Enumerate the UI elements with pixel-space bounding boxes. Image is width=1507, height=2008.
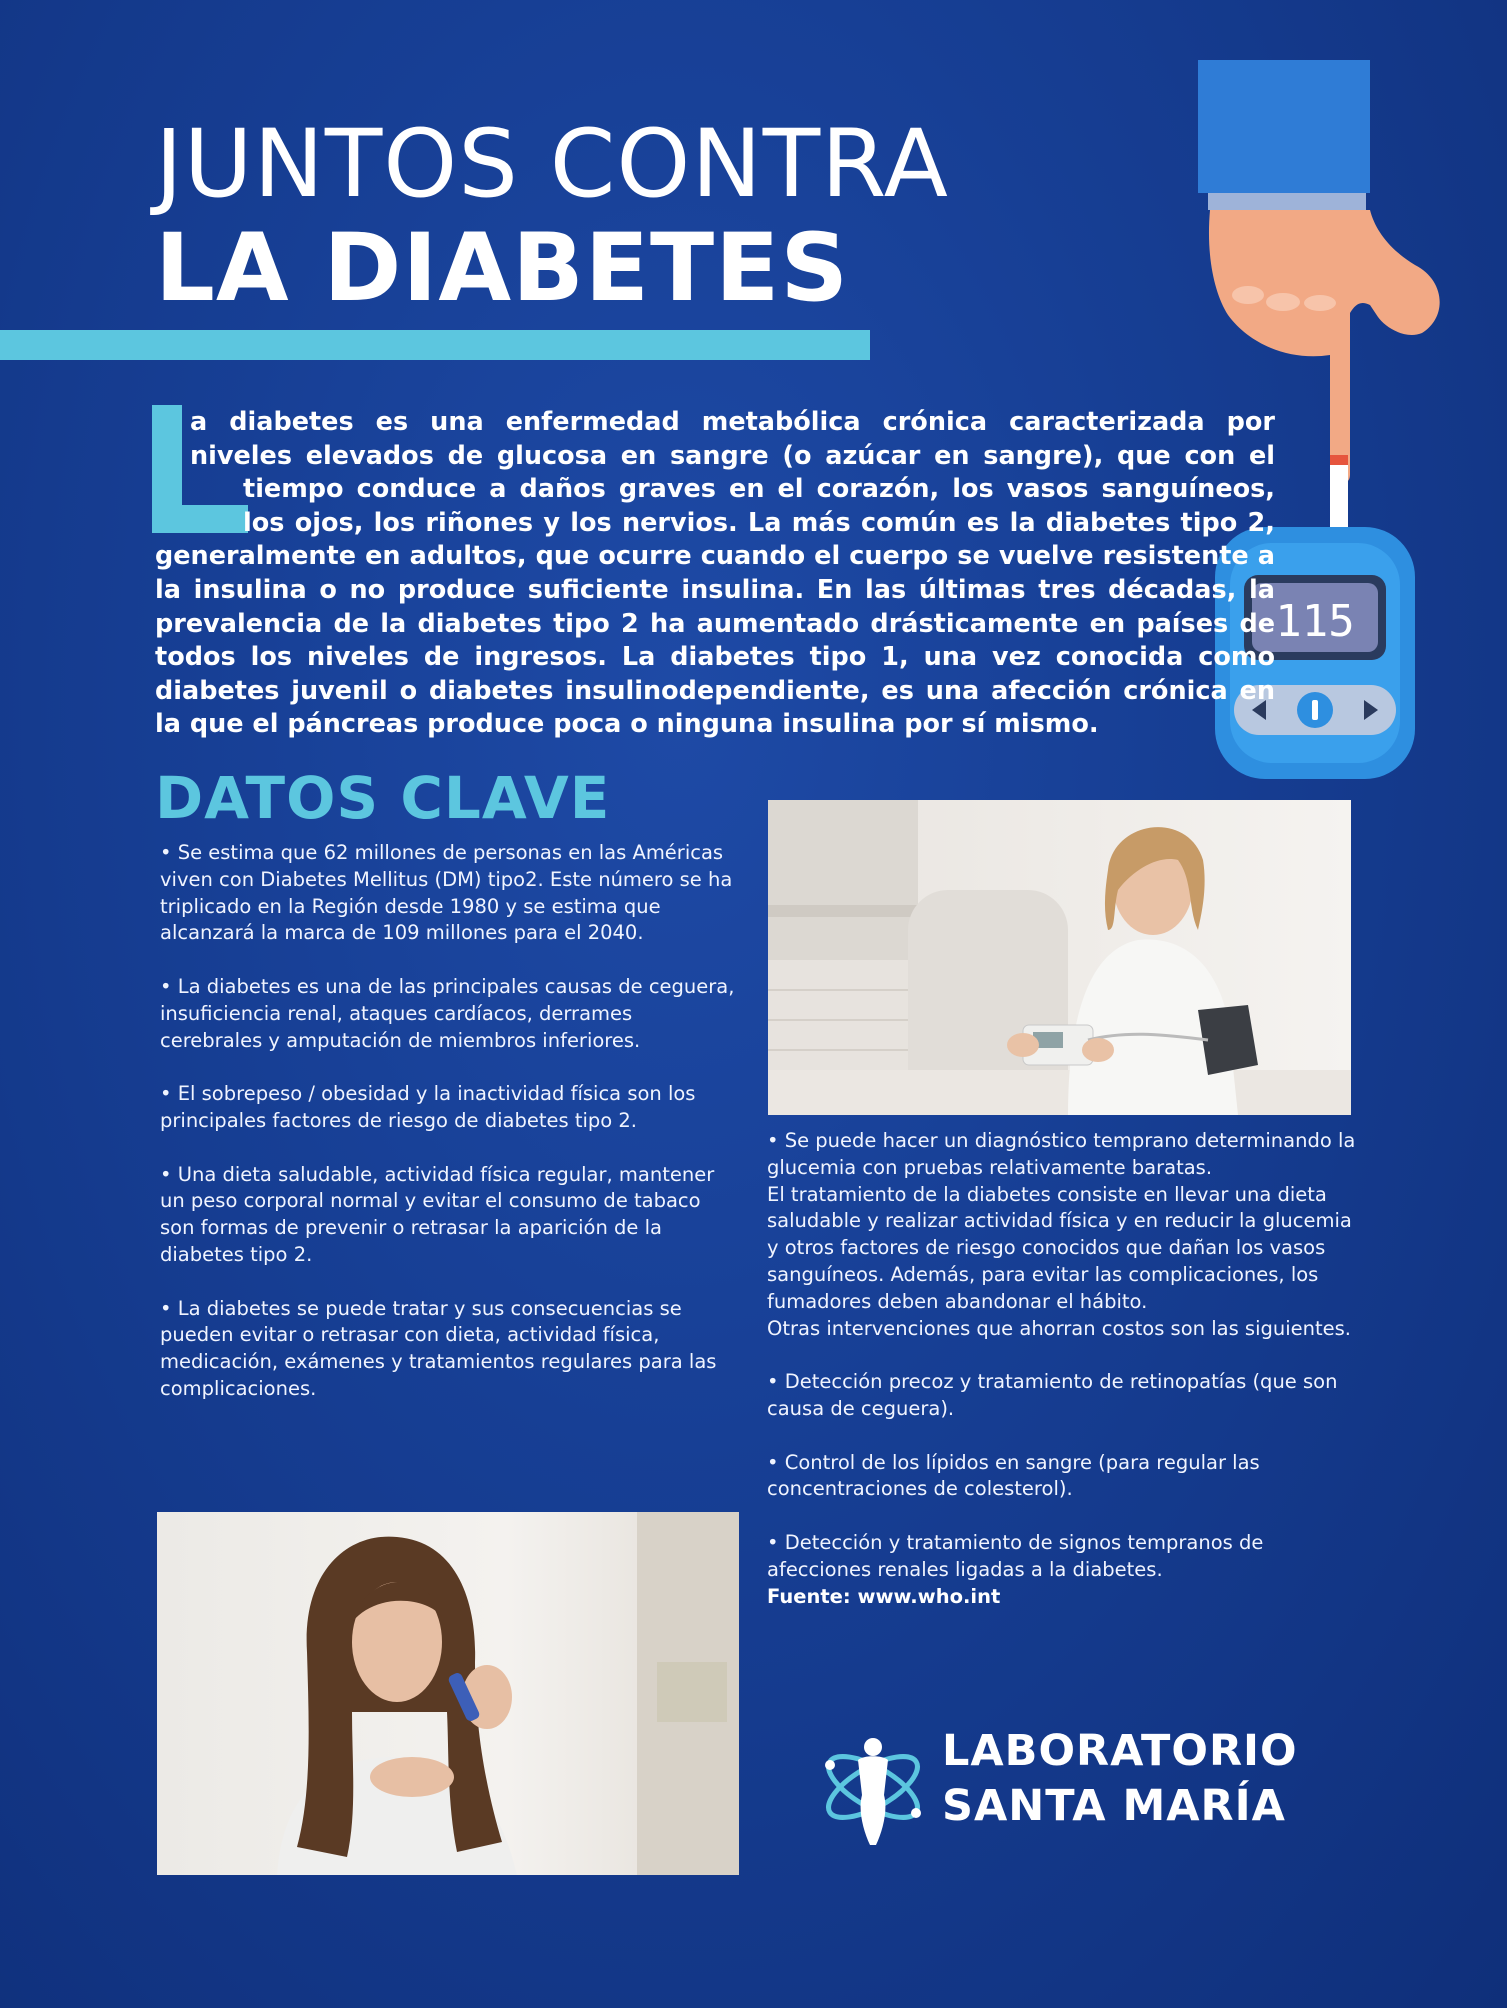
intro-text: a diabetes es una enfermedad metabólica crónica caracterizada por niveles elevados de glucosa en sangre (o azúcar en sangre), que con el tiempo conduce a daños graves en el corazón, los vasos sanguíneos, los ojos, los riñones y los nervios. La más común es la diabetes tipo 2, generalmente en adultos, que ocurre cuando el cuerpo se vuelve resistente a la insulina o no produce suficiente insulina. En las últimas tres décadas, la prevalencia de la diabetes tipo 2 ha aumentado drásticamente en países de todos los niveles de ingresos. La diabetes tipo 1, una vez conocida como diabetes juvenil o diabetes insulinodependiente, es una afección crónica en la que el páncreas produce poca o ninguna insulina por sí mismo.: [155, 407, 1275, 740]
title-underline-bar: [0, 330, 870, 360]
sleeve-shape: [1198, 60, 1370, 193]
fact-item: • Se estima que 62 millones de personas en las Américas viven con Diabetes Mellitus (DM) tipo2. Este número se ha triplicado en la Región desde 1980 y se estima que alcanzará la marca de 109 millones para el 2040.: [160, 841, 733, 945]
title-line-2: LA DIABETES: [155, 214, 850, 323]
source-text: Fuente: www.who.int: [767, 1584, 1001, 1608]
fact-item: • La diabetes es una de las principales causas de ceguera, insuficiencia renal, ataques cardíacos, derrames cerebrales y amputación de miembros inferiores.: [160, 974, 735, 1052]
treatment-text: El tratamiento de la diabetes consiste en llevar una dieta saludable y realizar actividad física y en reducir la glucemia y otros factores de riesgo conocidos que dañan los vasos sanguíneos. Además, para evitar las complicaciones, los fumadores deben abandonar el hábito.: [767, 1182, 1352, 1313]
cuff-shape: [1208, 193, 1366, 210]
intervention-item: • Control de los lípidos en sangre (para regular las concentraciones de colesterol).: [767, 1450, 1260, 1501]
meter-reading: 115: [1275, 596, 1355, 647]
facts-list: [160, 840, 740, 1430]
photo-woman-glucose-test: [157, 1512, 739, 1875]
logo-text-line-1: LABORATORIO: [942, 1726, 1298, 1776]
interventions-intro: Otras intervenciones que ahorran costos son las siguientes.: [767, 1316, 1352, 1340]
intervention-item: • Detección y tratamiento de signos tempranos de afecciones renales ligadas a la diabetes.: [767, 1530, 1264, 1581]
photo-woman-measuring: [768, 800, 1351, 1115]
title-line-1: JUNTOS CONTRA: [155, 110, 949, 219]
diagnosis-text: • Se puede hacer un diagnóstico temprano determinando la glucemia con pruebas relativamente baratas.: [767, 1129, 1356, 1179]
logo-atom-icon: [818, 1725, 928, 1850]
fact-item: • La diabetes se puede tratar y sus consecuencias se pueden evitar o retrasar con dieta, actividad física, medicación, exámenes y tratamientos regulares para las complicaciones.: [160, 1296, 717, 1400]
intervention-item: • Detección precoz y tratamiento de retinopatías (que son causa de ceguera).: [767, 1370, 1338, 1420]
facts-heading: DATOS CLAVE: [155, 764, 611, 832]
intro-paragraph: [155, 406, 1275, 742]
logo-text-line-2: SANTA MARÍA: [942, 1781, 1286, 1831]
fact-item: • El sobrepeso / obesidad y la inactividad física son los principales factores de riesgo de diabetes tipo 2.: [160, 1082, 696, 1132]
fact-item: • Una dieta saludable, actividad física regular, mantener un peso corporal normal y evitar el consumo de tabaco son formas de prevenir o retrasar la aparición de la diabetes tipo 2.: [160, 1162, 715, 1266]
right-column: [767, 1128, 1357, 1610]
